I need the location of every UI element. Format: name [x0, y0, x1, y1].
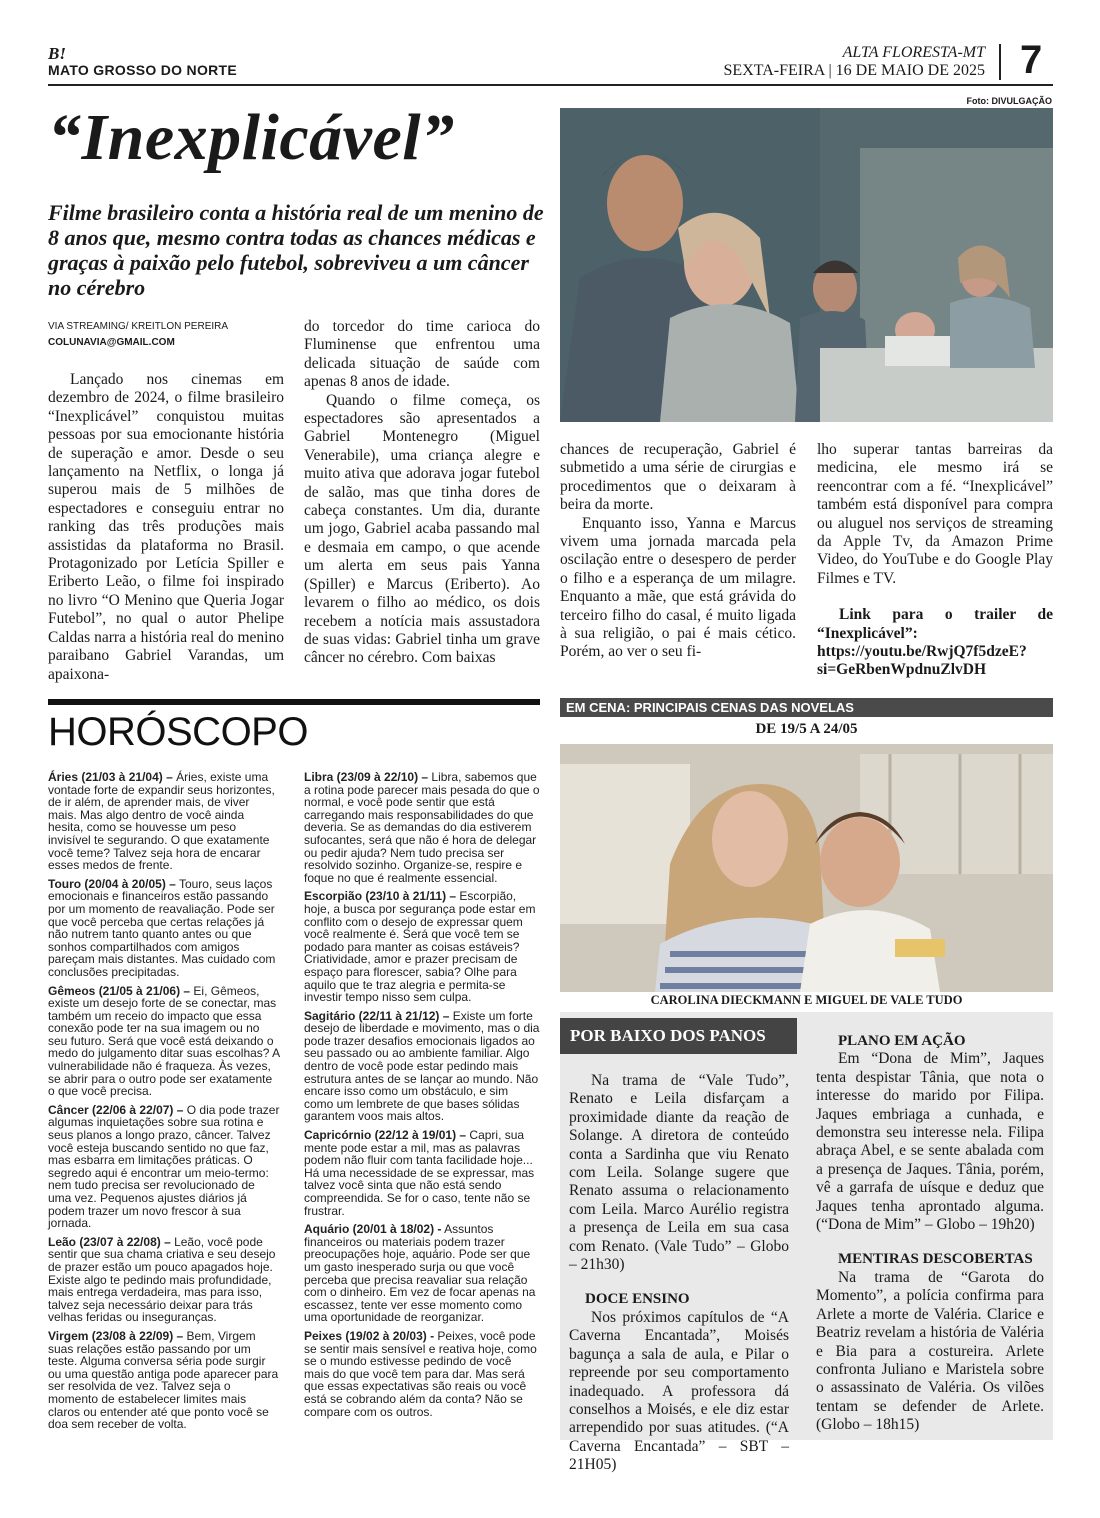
photo-credit: Foto: DIVULGAÇÃO [966, 96, 1052, 106]
horoscope-entry: Escorpião (23/10 à 21/11) – Escorpião, hoje, a busca por segurança pode estar em conflito com o desejo de expressar quem você realmente é. Será que você tem se podado para manter as coisas estáveis? Criatividade, amor e prazer precisam de espaço para florescer, sabia? Olhe para aquilo que te traz alegria e permita-se investir tempo nisso sem culpa. [304, 889, 536, 1005]
article-column-1 [48, 371, 284, 684]
article-paragraph: Lançado nos cinemas em dezembro de 2024, o filme brasileiro “Inexplicável” conquistou muitas pessoas por sua emocionante história de superação e amor. Desde o seu lançamento na Netflix, o longa já superou mais de 5 milhões de espectadores e conseguiu entrar no ranking das três produções mais assistidas da plataforma no Brasil. Protagonizado por Letícia Spiller e Eriberto Leão, o filme foi inspirado no livro “O Menino que Queria Jogar Futebol”, no qual o autor Phelipe Caldas narra a história real do menino paraibano Gabriel Varandas, um apaixona- [48, 371, 284, 683]
novelas-column-1 [569, 1072, 789, 1475]
horoscope-entry: Capricórnio (22/12 à 19/01) – Capri, sua mente pode estar a mil, mas as palavras podem não fluir com tanta facilidade hoje... Há uma necessidade de se expressar, mas talvez você sinta que não está sendo compreendida. Se for o caso, tente não se frustrar. [304, 1128, 535, 1218]
novelas-column-2 [816, 1032, 1044, 1435]
page-number: 7 [1020, 38, 1043, 82]
trailer-link[interactable]: Link para o trailer de “Inexplicável”: https://youtu.be/RwjQ7f5dzeE?si=GeRbenWpdnuZlvDH [817, 606, 1053, 679]
article-column-3 [560, 441, 796, 662]
header-rule [48, 84, 1053, 86]
novela-paragraph: Na trama de “Garota do Momento”, a polícia confirma para Arlete a morte de Valéria. Clarice e Beatriz revelam a história de Valéria e Bia para a costureira. Arlete confronta Juliano e Maristela sobre o assassinato de Valéria. Os vilões tentam se defender de Arlete. (Globo – 18h15) [816, 1268, 1044, 1434]
em-cena-bar: EM CENA: PRINCIPAIS CENAS DAS NOVELAS [560, 698, 1053, 717]
novela-paragraph: Nos próximos capítulos de “A Caverna Encantada”, Moisés bagunça a sala de aula, e Pilar o repreende por seu comportamento inadequado. A professora dá conselhos a Moisés, e ele diz estar arrependido por suas atitudes. (“A Caverna Encantada” – SBT – 21H05) [569, 1308, 789, 1474]
novela-paragraph: Na trama de “Vale Tudo”, Renato e Leila disfarçam a proximidade diante da reação de Solange. A diretora de conteúdo conta a Sardinha que viu Renato com Leila. Solange sugere que Renato assuma o relacionamento com Leila. Marco Aurélio registra a presença de Leila em sua casa com Renato. (Vale Tudo” – Globo – 21h30) [569, 1072, 789, 1274]
section-name: MATO GROSSO DO NORTE [48, 62, 238, 78]
author-email[interactable]: COLUNAVIA@GMAIL.COM [48, 337, 175, 348]
article-title: “Inexplicável” [48, 101, 455, 174]
article-paragraph: Enquanto isso, Yanna e Marcus vivem uma jornada marcada pela oscilação entre o desespero de perder o filho e a esperança de um milagre. Enquanto a mãe, que está grávida do terceiro filho do casal, é muito ligada à sua religião, o pai é mais cético. Porém, ao ver o seu fi- [560, 514, 796, 661]
article-paragraph: do torcedor do time carioca do Fluminense que enfrentou uma delicada situação de saúde com apenas 8 anos de idade. [304, 318, 540, 391]
horoscope-entry: Peixes (19/02 à 20/03) - Peixes, você pode se sentir mais sensível e reativa hoje, como se o mundo estivesse pedindo de você mais do que você tem para dar. Mas será que essas expectativas são reais ou você está se cobrando além da conta? Não se compare com os outros. [304, 1328, 537, 1419]
horoscope-column-2 [304, 771, 540, 1424]
article-subtitle: Filme brasileiro conta a história real de um menino de 8 anos que, mesmo contra todas as chances médicas e graças à paixão pelo futebol, sobreviveu a um câncer no cérebro [48, 200, 544, 300]
plano-em-acao-title: PLANO EM AÇÃO [838, 1033, 966, 1049]
article-paragraph: lho superar tantas barreiras da medicina, ele mesmo irá se reencontrar com a fé. “Inexplicável” também está disponível para compra ou aluguel nos serviços de streaming da Apple Tv, da Amazon Prime Video, do YouTube e do Google Play Filmes e TV. [817, 441, 1053, 587]
por-baixo-dos-panos-title: POR BAIXO DOS PANOS [560, 1018, 797, 1054]
horoscope-entry: Leão (23/07 à 22/08) – Leão, você pode sentir que sua chama criativa e seu desejo de prazer estão um pouco apagados hoje. Existe algo te pedindo mais profundidade, mais entrega verdadeira, mas para isso, talvez seja necessário deixar para trás velhas feridas ou inseguranças. [48, 1234, 276, 1325]
horoscope-entry: Câncer (22/06 à 22/07) – O dia pode trazer algumas inquietações sobre sua rotina e seus planos a longo prazo, câncer. Talvez você esteja buscando sentido no que faz, mas esbarra em limitações práticas. O segredo aqui é encontrar um meio-termo: nem tudo precisa ser revolucionado de uma vez. Pequenos ajustes diários já podem trazer um novo frescor à sua jornada. [48, 1102, 280, 1231]
header-date: SEXTA-FEIRA | 16 DE MAIO DE 2025 [723, 62, 985, 79]
mentiras-descobertas-title: MENTIRAS DESCOBERTAS [838, 1251, 1033, 1268]
horoscope-entry: Sagitário (22/11 à 21/12) – Existe um forte desejo de liberdade e movimento, mas o dia pode trazer desafios emocionais ligados ao seu passado ou ao ambiente familiar. Algo dentro de você pode estar pedindo mais estrutura antes de se lançar ao mundo. Não encare isso como um obstáculo, e sim como um lembrete de que bases sólidas garantem voos mais altos. [304, 1008, 540, 1124]
newspaper-logo: B! [48, 44, 66, 63]
photo-caption: CAROLINA DIECKMANN E MIGUEL DE VALE TUDO [650, 993, 963, 1007]
film-still-photo [560, 108, 1053, 422]
article-column-4 [817, 441, 1053, 680]
horoscope-title: HORÓSCOPO [48, 710, 308, 754]
horoscope-entry: Gêmeos (21/05 à 21/06) – Ei, Gêmeos, existe um desejo forte de se conectar, mas também um receio do impacto que essa conexão pode ter na sua imagem ou no seu futuro. Será que você está deixando o medo do julgamento ditar suas escolhas? A vulnerabilidade não é fraqueza. Às vezes, se abrir para o outro pode ser exatamente o que você precisa. [48, 983, 280, 1099]
horoscope-entry: Aquário (20/01 à 18/02) - Assuntos financeiros ou materiais podem trazer preocupações hoje, aquário. Pode ser que um gasto inesperado surja ou que você perceba que precisa reavaliar sua relação com o dinheiro. Em vez de focar apenas na escassez, tente ver esse momento como uma oportunidade de reorganizar. [304, 1222, 536, 1325]
article-column-2 [304, 318, 540, 668]
doce-ensino-title: DOCE ENSINO [585, 1291, 690, 1308]
header-city: ALTA FLORESTA-MT [842, 44, 985, 61]
header-divider [999, 44, 1001, 80]
horoscope-entry: Libra (23/09 à 22/10) – Libra, sabemos que a rotina pode parecer mais pesada do que o normal, e você pode sentir que está carregando mais responsabilidades do que deveria. Se as demandas do dia estiverem sufocantes, será que não é hora de delegar ou pedir ajuda? Nem tudo precisa ser resolvido sozinho. Organize-se, respire e foque no que é realmente essencial. [304, 770, 540, 885]
novela-paragraph: Em “Dona de Mim”, Jaques tenta despistar Tânia, que nota o interesse do marido por Filipa. Jaques embriaga a cunhada, e demonstra seu interesse nela. Filipa abraça Abel, e se sente abalada com a presença de Jaques. Tânia, porém, vê a garrafa de uísque e deduz que Jaques tenha aprontado alguma. (“Dona de Mim” – Globo – 19h20) [816, 1050, 1044, 1234]
horoscope-entry: Áries (21/03 à 21/04) – Áries, existe uma vontade forte de expandir seus horizontes, de ir além, de aprender mais, de viver mais. Mas algo dentro de você ainda hesita, como se houvesse um peso invisível te segurando. O que exatamente você teme? Talvez seja hora de encarar esses medos de frente. [48, 770, 275, 873]
horoscope-column-1 [48, 771, 280, 1437]
article-paragraph: chances de recuperação, Gabriel é submetido a uma série de cirurgias e procedimentos que o deixaram à beira da morte. [560, 441, 796, 514]
byline: VIA STREAMING/ KREITLON PEREIRA [48, 321, 229, 332]
horoscope-entry: Virgem (23/08 à 22/09) – Bem, Virgem suas relações estão passando por um teste. Alguma conversa séria pode surgir ou uma questão antiga pode aparecer para ser resolvida de vez. Talvez seja o momento de estabelecer limites mais claros ou entender até que ponto você se doa sem receber de volta. [48, 1328, 279, 1432]
article-paragraph: Quando o filme começa, os espectadores são apresentados a Gabriel Montenegro (Miguel Venerabile), uma criança alegre e muito ativa que adorava jogar futebol de salão, mas que tinha dores de cabeça constantes. Um dia, durante um jogo, Gabriel acaba passando mal e desmaia em campo, o que acende um alerta em seus pais Yanna (Spiller) e Marcus (Eriberto). Ao levarem o filho ao médico, os dois recebem a notícia mais assustadora de suas vidas: Gabriel tinha um grave câncer no cérebro. Com baixas [304, 391, 540, 667]
novela-photo [560, 744, 1053, 992]
horoscope-entry: Touro (20/04 à 20/05) – Touro, seus laços emocionais e financeiros estão passando por um momento de reavaliação. Pode ser que você perceba que certas relações já não nutrem tanto quanto antes ou que sonhos compartilhados com amigos pareçam mais distantes. Mas cuidado com conclusões precipitadas. [48, 876, 276, 979]
horoscope-rule [48, 699, 540, 705]
em-cena-date: DE 19/5 A 24/05 [755, 721, 858, 737]
